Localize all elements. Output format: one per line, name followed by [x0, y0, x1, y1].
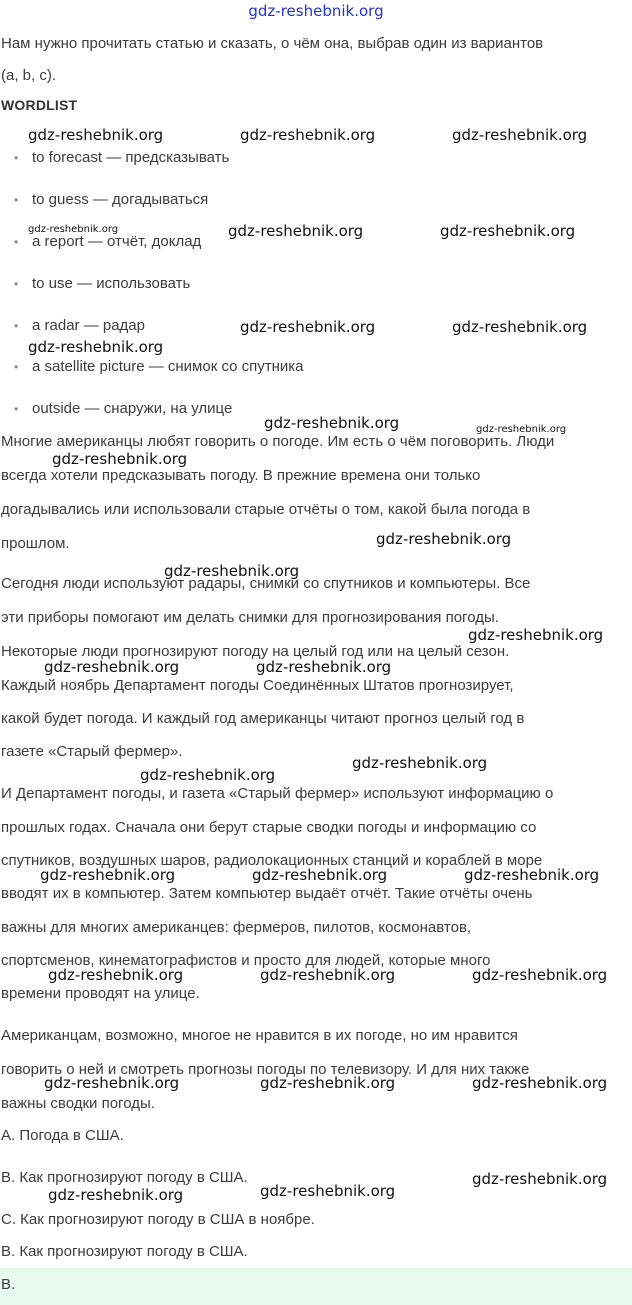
article-line: Некоторые люди прогнозируют погоду на целый год или на целый сезон. [1, 643, 510, 660]
site-logo-link[interactable]: gdz-reshebnik.org [248, 2, 384, 20]
article-line: важны сводки погоды. [1, 1095, 155, 1112]
article-line: Американцам, возможно, многое не нравится в их погоде, но им нравится [1, 1027, 518, 1044]
watermark: gdz-reshebnik.org [252, 866, 388, 884]
watermark: gdz-reshebnik.org [48, 966, 184, 984]
article-line: Каждый ноябрь Департамент погоды Соединённых Штатов прогнозирует, [1, 677, 514, 694]
watermark: gdz-reshebnik.org [44, 658, 180, 676]
watermark: gdz-reshebnik.org [28, 224, 119, 235]
wordlist-item: • a report — отчёт, доклад [14, 233, 202, 250]
article-line: эти приборы помогают им делать снимки для прогнозирования погоды. [1, 609, 499, 626]
article-line: всегда хотели предсказывать погоду. В прежние времена они только [1, 467, 481, 484]
article-line: прошлом. [1, 535, 70, 552]
intro-line: (a, b, c). [1, 67, 57, 84]
option-b-repeat: B. Как прогнозируют погоду в США. [1, 1243, 248, 1260]
bullet-icon: • [14, 402, 19, 416]
bullet-icon: • [14, 277, 19, 291]
watermark: gdz-reshebnik.org [472, 966, 608, 984]
article-line: спутников, воздушных шаров, радиолокационных станций и кораблей в море [1, 852, 543, 869]
watermark: gdz-reshebnik.org [472, 1170, 608, 1188]
watermark: gdz-reshebnik.org [452, 318, 588, 336]
article-line: важны для многих американцев: фермеров, пилотов, космонавтов, [1, 919, 472, 936]
watermark: gdz-reshebnik.org [228, 222, 364, 240]
watermark: gdz-reshebnik.org [476, 424, 567, 435]
watermark: gdz-reshebnik.org [44, 1074, 180, 1092]
watermark: gdz-reshebnik.org [256, 658, 392, 676]
wordlist-item: • to use — использовать [14, 275, 191, 292]
bullet-icon: • [14, 319, 19, 333]
wordlist-item: • a radar — радар [14, 317, 145, 334]
bullet-icon: • [14, 193, 19, 207]
watermark: gdz-reshebnik.org [264, 414, 400, 432]
watermark: gdz-reshebnik.org [376, 530, 512, 548]
article-line: И Департамент погоды, и газета «Старый фермер» используют информацию о [1, 785, 554, 802]
answer-box [0, 1268, 632, 1305]
watermark: gdz-reshebnik.org [52, 450, 188, 468]
watermark: gdz-reshebnik.org [140, 766, 276, 784]
wordlist-item: • outside — снаружи, на улице [14, 400, 233, 417]
article-line: Многие американцы любят говорить о погоде. Им есть о чём поговорить. Люди [1, 433, 555, 450]
article-line: Сегодня люди используют радары, снимки со спутников и компьютеры. Все [1, 575, 531, 592]
article-line: газете «Старый фермер». [1, 743, 183, 760]
wordlist-item: • to forecast — предсказывать [14, 149, 230, 166]
intro-line: Нам нужно прочитать статью и сказать, о чём она, выбрав один из вариантов [1, 35, 544, 52]
wordlist-item: • a satellite picture — снимок со спутника [14, 358, 304, 375]
watermark: gdz-reshebnik.org [28, 126, 164, 144]
article-line: говорить о ней и смотреть прогнозы погоды по телевизору. И для них также [1, 1061, 530, 1078]
bullet-icon: • [14, 360, 19, 374]
watermark: gdz-reshebnik.org [440, 222, 576, 240]
option-a: A. Погода в США. [1, 1127, 124, 1144]
bullet-icon: • [14, 235, 19, 249]
wordlist-item: • to guess — догадываться [14, 191, 209, 208]
watermark: gdz-reshebnik.org [240, 126, 376, 144]
answer-text: B. [1, 1276, 16, 1293]
watermark: gdz-reshebnik.org [40, 866, 176, 884]
article-line: вводят их в компьютер. Затем компьютер выдаёт отчёт. Такие отчёты очень [1, 885, 533, 902]
watermark: gdz-reshebnik.org [468, 626, 604, 644]
watermark: gdz-reshebnik.org [352, 754, 488, 772]
option-c: C. Как прогнозируют погоду в США в ноябре. [1, 1211, 315, 1228]
option-b: B. Как прогнозируют погоду в США. [1, 1169, 248, 1186]
watermark: gdz-reshebnik.org [260, 1182, 396, 1200]
bullet-icon: • [14, 151, 19, 165]
article-line: времени проводят на улице. [1, 985, 200, 1002]
wordlist-heading: WORDLIST [1, 97, 78, 113]
watermark: gdz-reshebnik.org [464, 866, 600, 884]
watermark: gdz-reshebnik.org [48, 1186, 184, 1204]
watermark: gdz-reshebnik.org [164, 562, 300, 580]
watermark: gdz-reshebnik.org [472, 1074, 608, 1092]
article-line: какой будет погода. И каждый год американцы читают прогноз целый год в [1, 710, 525, 727]
watermark: gdz-reshebnik.org [240, 318, 376, 336]
article-line: спортсменов, кинематографистов и просто для людей, которые много [1, 952, 491, 969]
watermark: gdz-reshebnik.org [28, 338, 164, 356]
watermark: gdz-reshebnik.org [260, 966, 396, 984]
watermark: gdz-reshebnik.org [452, 126, 588, 144]
watermark: gdz-reshebnik.org [260, 1074, 396, 1092]
article-line: догадывались или использовали старые отчёты о том, какой была погода в [1, 501, 531, 518]
article-line: прошлых годах. Сначала они берут старые сводки погоды и информацию со [1, 819, 537, 836]
